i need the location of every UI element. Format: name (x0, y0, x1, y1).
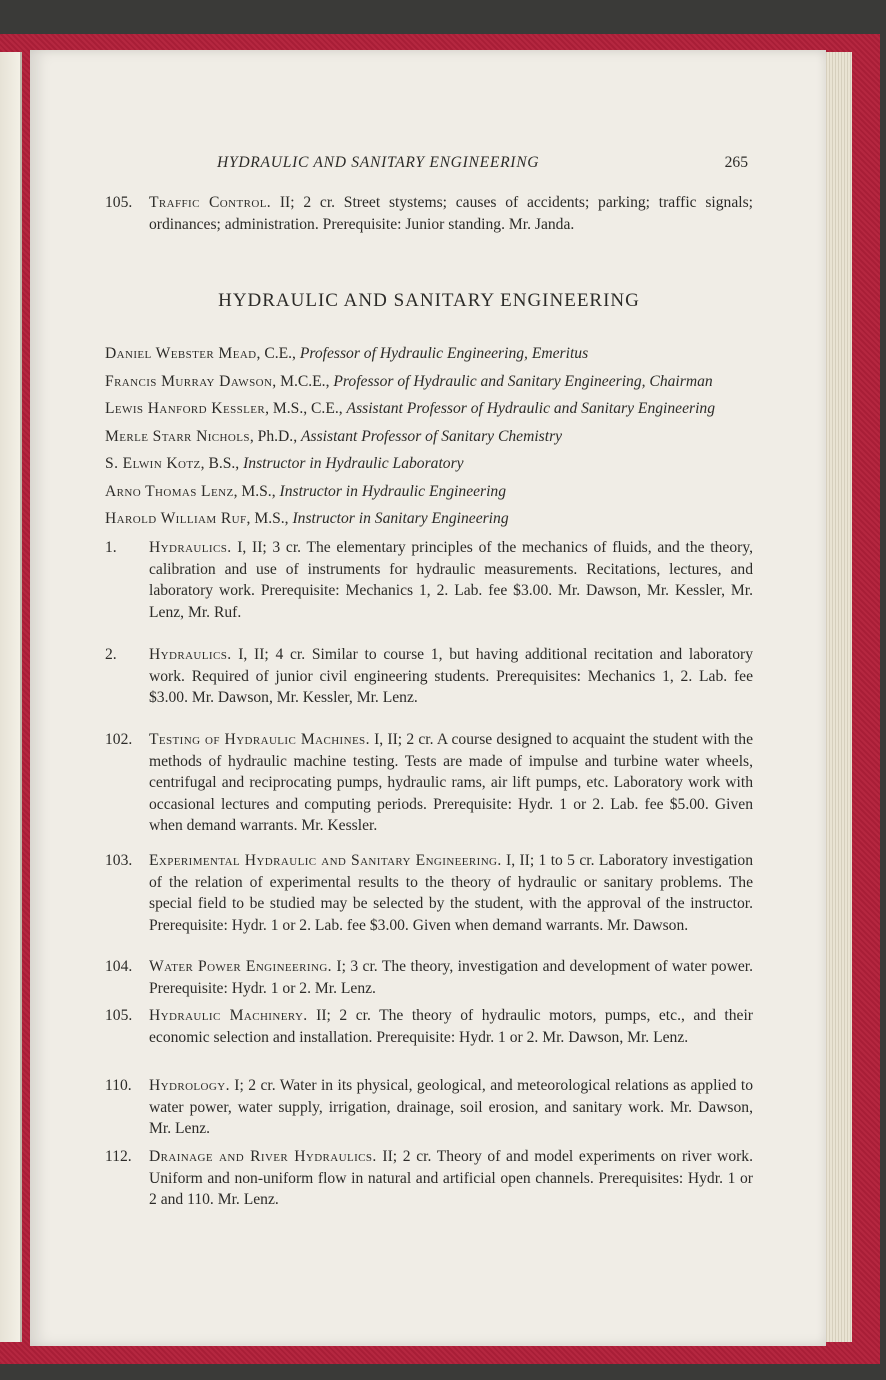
course-text: I, II; 1 to 5 cr. Laboratory investigation of the relation of experimental results to the theory of hydraulic or sanitary problems. The special field to be studied may be selected by the student, with the approval of the instructor. Prerequisite: Hydr. 1 or 2. Lab. fee $3.00. Given when demand warrants. Mr. Dawson. (149, 852, 753, 934)
staff-title: Instructor in Hydraulic Laboratory (243, 455, 464, 472)
staff-degree: , M.S., (246, 510, 293, 527)
course-body (149, 1146, 753, 1211)
course-entry (105, 1146, 753, 1211)
course-title: Water Power Engineering. (149, 958, 332, 975)
course-entry (105, 644, 753, 709)
course-body (149, 729, 753, 837)
course-number: 105. (105, 194, 133, 211)
running-title: HYDRAULIC AND SANITARY ENGINEERING (217, 154, 540, 171)
course-number: 2. (105, 646, 117, 663)
course-text: I, II; 4 cr. Similar to course 1, but having additional recitation and laboratory work. Required of junior civil engineering students. Prerequisites: Mechanics 1, 2. Lab. fee $3.00. Mr. Dawson, Mr. Kessler, Mr. Lenz. (149, 646, 753, 706)
staff-title: Professor of Hydraulic Engineering, Emeritus (299, 345, 589, 362)
course-title: Hydraulics. (149, 539, 232, 556)
staff-name: Lewis Hanford Kessler (105, 400, 266, 417)
running-header (105, 152, 753, 174)
course-number: 103. (105, 852, 133, 869)
course-title: Traffic Control. (149, 194, 272, 211)
staff-degree: , C.E., (256, 345, 300, 362)
staff-list (105, 343, 753, 536)
staff-title: Instructor in Hydraulic Engineering (279, 482, 507, 500)
course-text: I, II; 2 cr. A course designed to acquaint the student with the methods of hydraulic machine testing. Tests are made of impulse and turbine water wheels, centrifugal and reciprocating pumps, hydraulic rams, air lift pumps, etc. Laboratory work with occasional lectures and computing periods. Prerequisite: Hydr. 1 or 2. Lab. fee $5.00. Given when demand warrants. Mr. Kessler. (149, 731, 753, 834)
staff-name: Harold William Ruf (105, 510, 247, 527)
page-edges (824, 52, 852, 1342)
course-text: I, II; 3 cr. The elementary principles of the mechanics of fluids, and the theory, calibration and use of instruments for hydraulic measurements. Recitations, lectures, and laboratory work. Prerequisite: Mechanics 1, 2. Lab. fee $3.00. Mr. Dawson, Mr. Kessler, Mr. Lenz, Mr. Ruf. (149, 539, 753, 621)
staff-name: Francis Murray Dawson (105, 372, 273, 390)
staff-degree: , B.S., (200, 455, 244, 472)
course-text: I; 3 cr. The theory, investigation and development of water power. Prerequisite: Hydr. 1 or 2. Mr. Lenz. (149, 958, 753, 997)
page-number: 265 (724, 154, 748, 171)
course-entry (105, 192, 753, 235)
staff-name: Daniel Webster Mead (105, 345, 257, 362)
staff-member (105, 398, 753, 420)
course-body (149, 956, 753, 999)
course-number: 104. (105, 958, 133, 975)
course-title: Hydraulics. (149, 646, 232, 663)
section-title: HYDRAULIC AND SANITARY ENGINEERING (218, 290, 640, 311)
course-title: Experimental Hydraulic and Sanitary Engineering. (149, 852, 502, 869)
facing-page-edge (0, 52, 22, 1342)
course-number: 105. (105, 1007, 133, 1024)
staff-title: Instructor in Sanitary Engineering (292, 510, 509, 527)
course-entry (105, 956, 753, 999)
course-number: 1. (105, 539, 117, 556)
course-entry (105, 1075, 753, 1140)
book-page (30, 50, 826, 1346)
course-text: II; 2 cr. Street stystems; causes of accidents; parking; traffic signals; ordinances; administration. Prerequisite: Junior standing. Mr. Janda. (149, 194, 753, 233)
course-text: II; 2 cr. The theory of hydraulic motors, pumps, etc., and their economic selection and installation. Prerequisite: Hydr. 1 or 2. Mr. Dawson, Mr. Lenz. (149, 1007, 753, 1046)
course-body (149, 644, 753, 709)
course-body (149, 1005, 753, 1048)
staff-title: Professor of Hydraulic and Sanitary Engineering, Chairman (333, 372, 713, 390)
staff-degree: , Ph.D., (249, 427, 301, 445)
course-title: Hydraulic Machinery. (149, 1007, 308, 1024)
course-title: Hydrology. (149, 1077, 230, 1094)
course-text: II; 2 cr. Theory of and model experiments on river work. Uniform and non-uniform flow in natural and artificial open channels. Prerequisites: Hydr. 1 or 2 and 110. Mr. Lenz. (149, 1148, 753, 1208)
course-title: Testing of Hydraulic Machines. (149, 731, 370, 748)
course-body (149, 192, 753, 235)
staff-degree: , M.S., C.E., (265, 400, 347, 417)
staff-degree: , M.C.E., (272, 372, 334, 390)
course-number: 110. (105, 1077, 132, 1094)
course-entry (105, 1005, 753, 1048)
staff-member (105, 453, 753, 475)
staff-name: Arno Thomas Lenz (105, 482, 234, 500)
staff-title: Assistant Professor of Sanitary Chemistry (301, 427, 563, 445)
staff-member (105, 343, 753, 365)
staff-title: Assistant Professor of Hydraulic and Sanitary Engineering (346, 400, 716, 417)
staff-name: Merle Starr Nichols (105, 427, 250, 445)
staff-name: S. Elwin Kotz (105, 455, 201, 472)
staff-member (105, 371, 753, 393)
course-body (149, 850, 753, 936)
course-title: Drainage and River Hydraulics. (149, 1148, 377, 1165)
staff-member (105, 481, 753, 503)
staff-degree: , M.S., (233, 482, 280, 500)
course-entry (105, 537, 753, 623)
course-body (149, 537, 753, 623)
staff-member (105, 508, 753, 530)
course-body (149, 1075, 753, 1140)
course-number: 102. (105, 731, 133, 748)
staff-member (105, 426, 753, 448)
course-number: 112. (105, 1148, 132, 1165)
course-text: I; 2 cr. Water in its physical, geological, and meteorological relations as applied to water power, water supply, irrigation, drainage, soil erosion, and sanitary work. Mr. Dawson, Mr. Lenz. (149, 1077, 753, 1137)
course-entry (105, 729, 753, 837)
course-entry (105, 850, 753, 936)
